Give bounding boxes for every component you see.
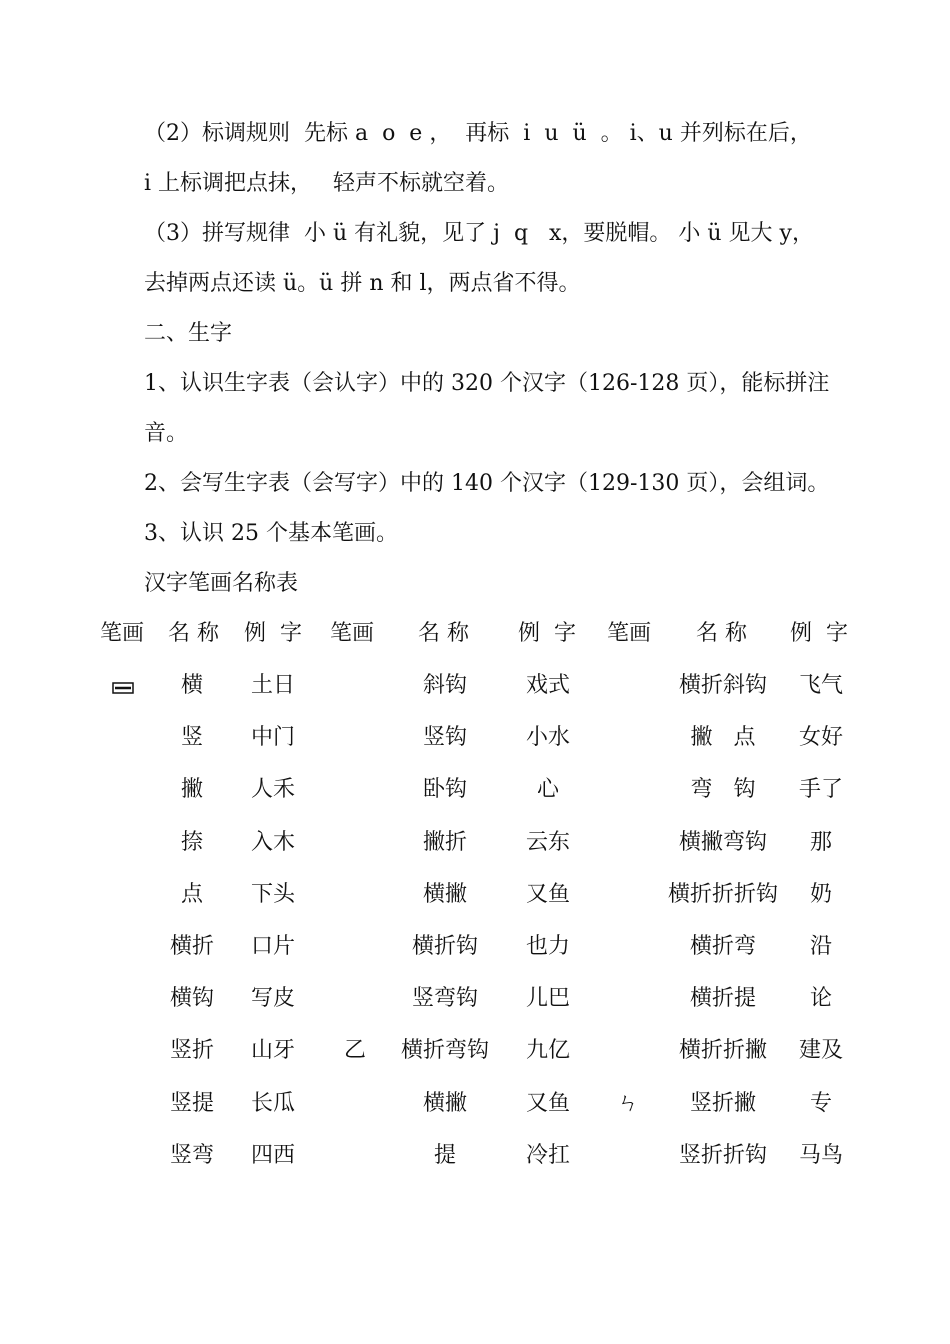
paragraph-tone-rule-2: i 上标调把点抹， 轻声不标就空着。	[144, 171, 510, 196]
table-cell-name-3: 竖折撇	[689, 1090, 757, 1116]
table-cell-example-1: 四西	[250, 1142, 296, 1168]
list-item-2: 2、会写生字表（会写字）中的 140 个汉字（129-130 页），会组词。	[144, 471, 830, 496]
header-stroke-2: 笔画	[330, 621, 375, 646]
table-cell-example-1: 山牙	[250, 1038, 296, 1064]
table-cell-name-1: 横折	[169, 934, 215, 959]
table-cell-example-1: 入木	[250, 829, 296, 855]
paragraph-spelling-rule-2: 去掉两点还读 ü。ü 拼 n 和 l，两点省不得。	[144, 271, 581, 296]
table-cell-name-2: 竖钩	[422, 725, 468, 751]
header-example-1: 例 字	[244, 621, 302, 646]
table-cell-example-1: 中门	[250, 725, 296, 751]
table-cell-example-3: 沿	[809, 934, 833, 959]
table-cell-example-1: 下头	[250, 881, 296, 907]
table-cell-name-2: 横撇	[422, 881, 468, 907]
table-cell-name-2: 撇折	[422, 829, 468, 855]
table-cell-example-2: 九亿	[525, 1038, 571, 1064]
table-cell-example-2: 儿巴	[525, 986, 571, 1012]
table-cell-name-3: 横折斜钩	[678, 673, 768, 698]
table-cell-example-3: 建及	[798, 1038, 844, 1064]
table-cell-name-3: 横折折撇	[678, 1038, 768, 1064]
table-cell-stroke-2: 乙	[343, 1038, 367, 1064]
list-item-1-continued: 音。	[144, 421, 189, 446]
table-cell-name-2: 横折弯钩	[400, 1038, 490, 1064]
table-cell-name-1: 竖折	[169, 1038, 215, 1064]
table-cell-example-1: 写皮	[250, 986, 296, 1012]
table-cell-name-1: 横钩	[169, 986, 215, 1012]
table-cell-example-3: 那	[809, 829, 833, 855]
table-cell-name-1: 点	[180, 881, 204, 907]
table-cell-example-2: 心	[536, 777, 560, 803]
table-cell-name-2: 斜钩	[422, 673, 468, 698]
table-cell-name-3: 撇 点	[690, 725, 756, 751]
table-cell-name-1: 撇	[180, 777, 204, 803]
table-cell-example-2: 云东	[525, 829, 571, 855]
table-cell-name-1: 竖提	[169, 1090, 215, 1116]
header-example-3: 例 字	[790, 621, 848, 646]
table-cell-example-3: 女好	[798, 725, 844, 751]
table-cell-example-2: 又鱼	[525, 881, 571, 907]
list-item-3: 3、认识 25 个基本笔画。	[144, 521, 398, 546]
table-cell-example-3: 飞气	[798, 673, 844, 698]
table-cell-name-3: 横折折折钩	[667, 881, 779, 907]
table-cell-name-2: 横撇	[422, 1090, 468, 1116]
table-cell-example-2: 又鱼	[525, 1090, 571, 1116]
table-cell-example-3: 马鸟	[798, 1142, 844, 1168]
table-cell-example-2: 也力	[525, 934, 571, 959]
table-cell-example-3: 奶	[809, 881, 833, 907]
header-stroke-1: 笔画	[100, 621, 145, 646]
header-name-3: 名 称	[696, 621, 747, 646]
table-cell-example-2: 小水	[525, 725, 571, 751]
section-heading-characters: 二、生字	[144, 321, 233, 346]
table-cell-name-2: 竖弯钩	[411, 986, 479, 1012]
list-item-1: 1、认识生字表（会认字）中的 320 个汉字（126-128 页），能标拼注	[144, 371, 830, 396]
table-cell-name-2: 卧钩	[422, 777, 468, 803]
table-cell-name-3: 横折提	[689, 986, 757, 1012]
table-cell-name-1: 竖	[180, 725, 204, 751]
table-cell-example-1: 土日	[250, 673, 296, 698]
table-cell-name-1: 捺	[180, 829, 204, 855]
header-name-2: 名 称	[418, 621, 469, 646]
table-cell-example-3: 论	[809, 986, 833, 1012]
paragraph-tone-rule-1: （2）标调规则 先标 a o e ， 再标 i u ü 。 i、u 并列标在后，	[144, 121, 812, 146]
table-cell-example-2: 冷扛	[525, 1142, 571, 1168]
header-stroke-3: 笔画	[607, 621, 652, 646]
horizontal-stroke-icon	[112, 680, 134, 696]
table-cell-example-1: 口片	[250, 934, 296, 959]
paragraph-spelling-rule-1: （3）拼写规律 小 ü 有礼貌，见了 j q x，要脱帽。 小 ü 见大 y，	[144, 221, 814, 246]
table-cell-name-3: 弯 钩	[690, 777, 756, 803]
header-example-2: 例 字	[518, 621, 576, 646]
table-cell-name-3: 竖折折钩	[678, 1142, 768, 1168]
table-cell-example-3: 手了	[798, 777, 844, 803]
header-name-1: 名 称	[168, 621, 219, 646]
table-title: 汉字笔画名称表	[144, 571, 299, 596]
table-cell-example-3: 专	[809, 1090, 833, 1116]
table-cell-example-1: 人禾	[250, 777, 296, 803]
table-cell-example-1: 长瓜	[250, 1090, 296, 1116]
table-cell-stroke-3: ㄣ	[616, 1090, 640, 1116]
table-cell-name-1: 竖弯	[169, 1142, 215, 1168]
table-cell-name-1: 横	[180, 673, 204, 698]
table-cell-example-2: 戏式	[525, 673, 571, 698]
table-cell-name-2: 提	[433, 1142, 457, 1168]
table-cell-name-3: 横折弯	[689, 934, 757, 959]
table-cell-name-2: 横折钩	[411, 934, 479, 959]
table-cell-name-3: 横撇弯钩	[678, 829, 768, 855]
